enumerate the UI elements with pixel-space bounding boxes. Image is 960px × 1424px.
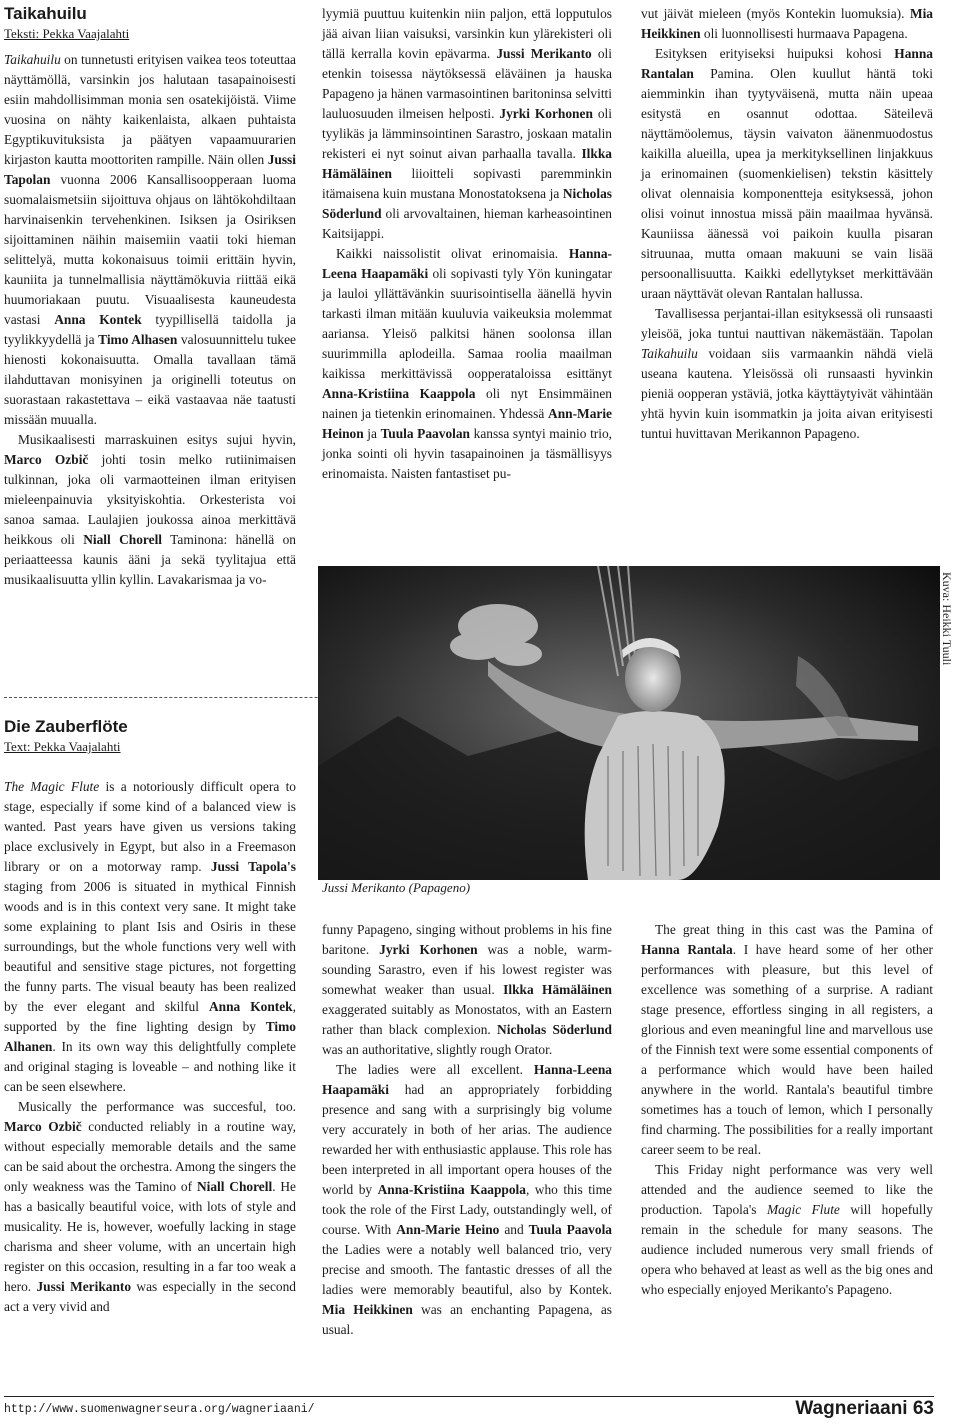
fi-paragraph: Taikahuilu on tunnetusti erityisen vaikea teos toteuttaa näyttämöllä, varsinkin jos halutaan tasapainoisesti esiin mahdollisimman monia sen osatekijöistä. Viime vuosina on nähty kaikenlaista, alkaen puhtaista Egyptikuvituksista ja päätyen vapaamuurarien kirjaston kautta moottoriten rampille. Näin ollen Jussi Tapolan vuonna 2006 Kansallisoopperaan luoma suomalaismetsiin sijoittuva ohjaus on lähtökohdiltaan harvinaisenkin tervehenkinen. Isiksen ja Osiriksen sijoittaminen näihin maisemiin vaatii toki hieman selittelyä, mutta kokonaisuus toimii erittäin hyvin, kauniita ja tunnelmallisia näyttämökuvia riittää eikä huumoriakaan puutu. Visuaalisesta kauneudesta vastasi Anna Kontek tyypillisellä taidolla ja tyylikkyydellä ja Timo Alhasen valosuunnittelu tukee hienosti kokonaisuutta. Omalla tavallaan tämä ilahduttavan monisyinen ja originelli toteutus on suorastaan rakastettava – eikä vastaavaa näe taatusti missään muualla. <box>4 52 296 427</box>
en-paragraph: funny Papageno, singing without problems in his fine baritone. Jyrki Korhonen was a noble, warm-sounding Sarastro, even if his lowest register was somewhat weaker than usual. Ilkka Hämäläinen exaggerated suitably as Monostatos, with an Eastern rather than black complexion. Nicholas Söderlund was an authoritative, slightly rough Orator. <box>322 922 612 1057</box>
fi-paragraph: Tavallisessa perjantai-illan esityksessä oli runsaasti yleisöä, joka tuntui nauttivan näkemästään. Tapolan Taikahuilu voidaan siis varmaankin nähdä vielä useana kautena. Yleisössä oli runsaasti hyvinkin pieniä oopperan ystäviä, jotka käyttäytyivät vähintään yhtä hyvin kuin isommatkin ja joita aivan erityisesti tuntui huvittavan Merikannon Papageno. <box>641 306 933 441</box>
title-italic: Magic Flute <box>766 1202 840 1217</box>
fi-column-1 <box>4 4 296 590</box>
name-highlight: Ann-Marie Heino <box>396 1222 500 1237</box>
name-highlight: Ilkka Hämäläinen <box>322 146 612 181</box>
name-highlight: Anna-Kristiina Kaappola <box>377 1182 526 1197</box>
title-italic: Taikahuilu <box>641 346 698 361</box>
name-highlight: Marco Ozbič <box>4 1119 82 1134</box>
name-highlight: Nicholas Söderlund <box>322 186 612 221</box>
photo-credit-text: Kuva: Heikki Tuuli <box>940 572 954 666</box>
name-highlight: Timo Alhanen <box>4 1019 296 1054</box>
en-paragraph: The Magic Flute is a notoriously difficult opera to stage, especially if some kind of a balanced view is wanted. Past years have given us versions taking place exclusively in Egypt, but also in a Freemason library or on a motorway ramp. Jussi Tapola's staging from 2006 is situated in mythical Finnish woods and is in this context very sane. It might take some explaining to plant Isis and Osiris in these surroundings, but the whole functions very well with beautiful and sensitive stage pictures, not forgetting the funny parts. The visual beauty has been realized by the ever elegant and skilful Anna Kontek, supported by the fine lighting design by Timo Alhanen. In its own way this delightfully complete and original staging is loveable – and nothing like it can be seen elsewhere. <box>4 779 296 1094</box>
papageno-photo-image <box>318 566 940 880</box>
name-highlight: Jussi Tapola's <box>210 859 296 874</box>
name-highlight: Hanna Rantala <box>641 942 733 957</box>
name-highlight: Anna Kontek <box>54 312 142 327</box>
en-column-1 <box>4 717 296 1317</box>
fi-paragraph: Musikaalisesti marraskuinen esitys sujui hyvin, Marco Ozbič johti tosin melko rutiinimaisen tulkinnan, joka oli varmaotteinen ilman erityisen mieleenpainuvia yksityiskohtia. Orkesterista voi sanoa samaa. Laulajien joukossa ainoa merkittävä heikkous oli Niall Chorell Taminona: hänellä on periaatteessa kaunis ääni ja sekä tyylitajua että musikaalisuutta yllin kyllin. Lavakarismaa ja vo- <box>4 432 296 587</box>
name-highlight: Timo Alhasen <box>98 332 178 347</box>
fi-byline: Teksti: Pekka Vaajalahti <box>4 26 130 41</box>
name-highlight: Hanna-Leena Haapamäki <box>322 1062 612 1097</box>
name-highlight: Jyrki Korhonen <box>379 942 478 957</box>
en-column-2 <box>322 920 612 1340</box>
name-highlight: Jussi Merikanto <box>36 1279 132 1294</box>
name-highlight: Marco Ozbič <box>4 452 89 467</box>
title-italic: The Magic Flute <box>4 779 100 794</box>
name-highlight: Jussi Tapolan <box>4 152 296 187</box>
name-highlight: Ann-Marie Heinon <box>322 406 612 441</box>
fi-paragraph: vut jäivät mieleen (myös Kontekin luomuksia). Mia Heikkinen oli luonnollisesti hurmaava Papagena. <box>641 6 933 41</box>
footer-url: http://www.suomenwagnerseura.org/wagneriaani/ <box>4 1403 315 1416</box>
en-article-heading: Die Zauberflöte <box>4 717 128 736</box>
name-highlight: Tuula Paavola <box>528 1222 612 1237</box>
name-highlight: Mia Heikkinen <box>322 1302 413 1317</box>
name-highlight: Ilkka Hämäläinen <box>503 982 612 997</box>
en-paragraph: Musically the performance was succesful, too. Marco Ozbič conducted reliably in a routine way, without especially memorable details and the same can be said about the orchestra. Among the singers the only weakness was the Tamino of Niall Chorell. He has a basically beautiful voice, with lots of style and musicality. He is, however, woefully lacking in stage charisma and sheer volume, with an uncertain high register on this occasion, resulting in a far too weak a hero. Jussi Merikanto was especially in the second act a very vivid and <box>4 1099 297 1314</box>
title-italic: Taikahuilu <box>4 52 61 67</box>
name-highlight: Jussi Merikanto <box>496 46 592 61</box>
name-highlight: Tuula Paavolan <box>380 426 471 441</box>
footer-rule <box>4 1396 934 1397</box>
name-highlight: Anna-Kristiina Kaappola <box>322 386 476 401</box>
name-highlight: Anna Kontek <box>208 999 293 1014</box>
en-paragraph: The great thing in this cast was the Pamina of Hanna Rantala. I have heard some of her other performances with pleasure, but this level of excellence was something of a surprise. A radiant stage presence, effortless singing in all registers, a glorious and even meaningful line and marvellous use of the Finnish text were some essential components of a performance which would have been hailed anywhere in the world. Rantala's beautiful timbre sometimes has a touch of lemon, which I personally find charming. The possibilities for a really important career seem to be real. <box>641 922 933 1157</box>
name-highlight: Niall Chorell <box>83 532 163 547</box>
page-number: Wagneriaani 63 <box>795 1398 934 1419</box>
en-byline: Text: Pekka Vaajalahti <box>4 739 121 754</box>
fi-paragraph: lyymiä puuttuu kuitenkin niin paljon, että lopputulos jää aivan liian vaisuksi, varsinkin kun ylärekisteri oli tällä kerralla kovin epävarma. Jussi Merikanto oli etenkin toisessa näytöksessä eläväinen ja hauska Papageno ja hänen varmasointinen baritoninsa selvitti lauluosuuden ilmeisen helposti. Jyrki Korhonen oli tyylikäs ja lämminsointinen Sarastro, joskaan matalin rekisteri ei nyt soinut aivan parhaalla tavalla. Ilkka Hämäläinen liioitteli sopivasti paremminkin itämaisena kuin mustana Monostatoksena ja Nicholas Söderlund oli arvovaltainen, hieman karheasointinen Kaitsijappi. <box>322 6 612 241</box>
fi-column-2 <box>322 4 612 484</box>
name-highlight: Mia Heikkinen <box>641 6 933 41</box>
photo-caption: Jussi Merikanto (Papageno) <box>322 880 471 895</box>
fi-article-heading: Taikahuilu <box>4 4 87 23</box>
fi-column-3 <box>641 4 933 444</box>
fi-paragraph: Esityksen erityiseksi huipuksi kohosi Hanna Rantalan Pamina. Olen kuullut häntä toki aiemminkin ihan tyytyväisenä, mutta näin upeaa esitystä en osannut odottaa. Säteilevä näyttämöolemus, täysin vaivaton äänenmuodostus kaikilla alueilla, upea ja merkityksellinen linjakkuus ja erinomainen (suomenkielisen) tekstin käsittely olivat olennaisia komponentteja esityksessä, johon olisi voinut innostua missä päin maailmaa hyvänsä. Kauniissa äänessä voi paikoin kuulla pisaran sitruunaa, mutta omaan makuuni se vain lisää persoonallisuutta. Kaikki edellytykset merkittävään uraan näyttävät olevan Rantalan hallussa. <box>641 46 933 301</box>
en-column-3 <box>641 920 933 1300</box>
photo-credit <box>932 572 956 696</box>
name-highlight: Niall Chorell <box>196 1179 273 1194</box>
performance-photo <box>318 566 940 880</box>
en-paragraph: The ladies were all excellent. Hanna-Leena Haapamäki had an appropriately forbidding presence and sang with a surprisingly big volume very accurately in both of her arias. The audience rewarded her with enthusiastic applause. This role has been interpreted in all important opera houses of the world by Anna-Kristiina Kaappola, who this time took the role of the First Lady, outstandingly well, of course. With Ann-Marie Heino and Tuula Paavola the Ladies were a notably well balanced trio, very precise and smooth. The fantastic dresses of all the ladies were memorably beautiful, also by Kontek. Mia Heikkinen was an enchanting Papagena, as usual. <box>322 1062 613 1337</box>
name-highlight: Nicholas Söderlund <box>497 1022 612 1037</box>
name-highlight: Jyrki Korhonen <box>499 106 593 121</box>
en-paragraph: This Friday night performance was very well attended and the audience seemed to like the production. Tapola's Magic Flute will hopefully remain in the schedule for many seasons. The audience included numerous very small friends of opera who behaved at least as well as the big ones and who especially enjoyed Merikanto's Papageno. <box>641 1162 933 1297</box>
fi-paragraph: Kaikki naissolistit olivat erinomaisia. Hanna-Leena Haapamäki oli sopivasti tyly Yön kuningatar ja lauloi yllättävänkin suurisointisella äänellä hyvin tarkasti ilman mitään kuuluvia vaikeuksia molemmat aariansa. Yleisö palkitsi hänen soolonsa illan suurimmilla aplodeilla. Samaa roolia maailman kaikissa merkittävissä oopperataloissa esittänyt Anna-Kristiina Kaappola oli nyt Ensimmäinen nainen ja tietenkin erinomainen. Yhdessä Ann-Marie Heinon ja Tuula Paavolan kanssa syntyi mainio trio, jonka sointi oli hyvin tasapainoinen ja täsmällisyys erinomaista. Naisten fantastiset pu- <box>322 246 613 481</box>
name-highlight: Hanna Rantalan <box>641 46 933 81</box>
name-highlight: Hanna-Leena Haapamäki <box>322 246 612 281</box>
